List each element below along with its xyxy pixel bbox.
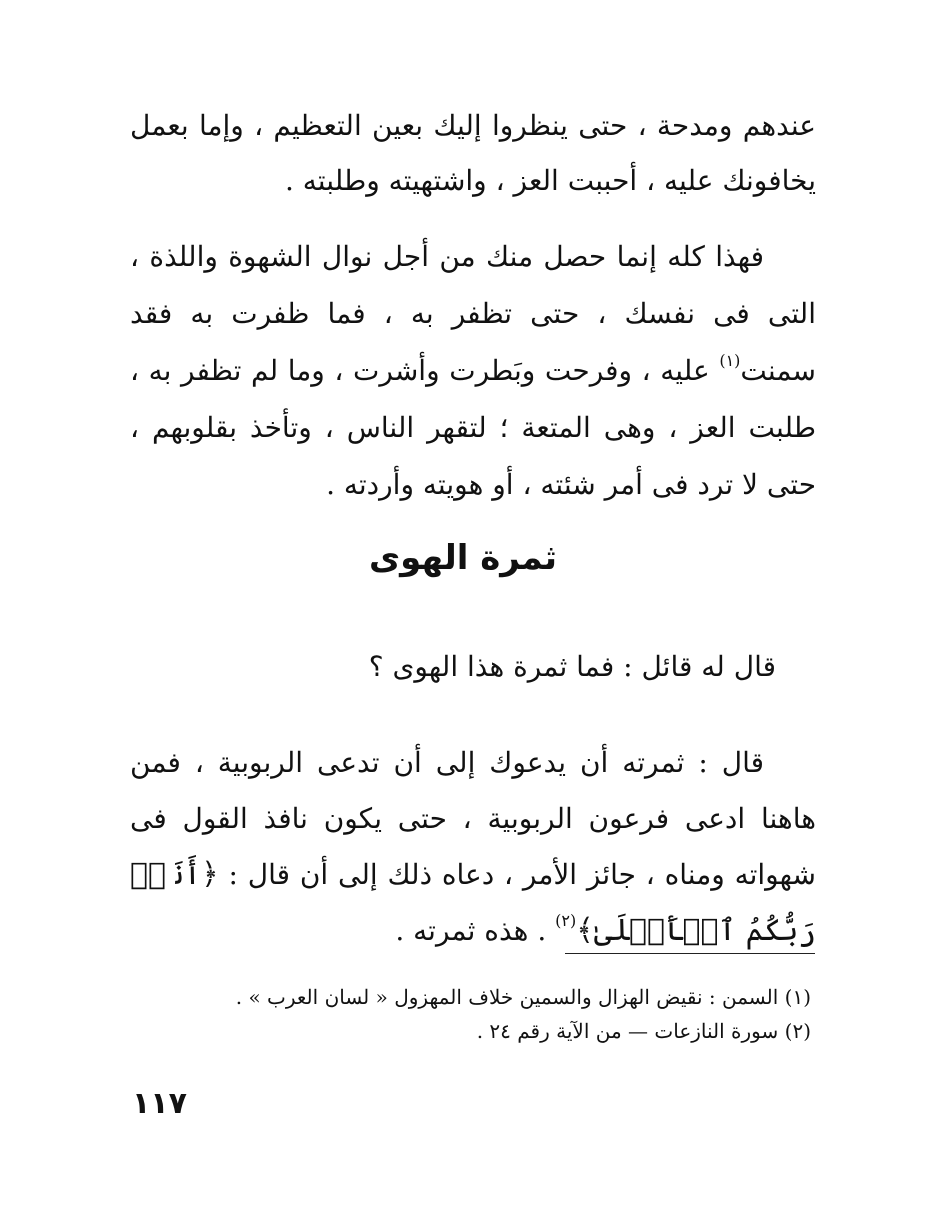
paragraph-text: عندهم ومدحة ، حتى ينظروا إليك بعين التعظيم ، وإما بعمل يخافونك عليه ، أحببت العز ، واشتهيته وطلبته .: [130, 109, 816, 197]
paragraph-continued: [130, 98, 816, 208]
footnote-separator: [565, 953, 815, 954]
footnote-1: (١) السمن : نقيض الهزال والسمين خلاف المهزول « لسان العرب » .: [235, 985, 811, 1009]
paragraph-text: عليه ، وفرحت وبَطرت وأشرت ، وما لم تظفر به ، طلبت العز ، وهى المتعة ؛ لتقهر الناس ، وتأخذ بقلوبهم ، حتى لا ترد فى أمر شئته ، أو هويته وأردته .: [130, 354, 816, 501]
quran-verse: ﴿أَنَا۠ رَبُّكُمُ ٱلۡأَعۡلَىٰ﴾: [130, 857, 816, 948]
footnote-marker-1: (١): [719, 351, 741, 370]
section-heading: ثمرة الهوى: [369, 538, 557, 578]
paragraph-text: قال : ثمرته أن يدعوك إلى أن تدعى الربوبية ، فمن هاهنا ادعى فرعون الربوبية ، حتى يكون نافذ القول فى شهواته ومناه ، جائز الأمر ، دعاه ذلك إلى أن قال :: [130, 746, 816, 891]
question-text: قال له قائل : فما ثمرة هذا الهوى ؟: [368, 650, 776, 683]
paragraph-text: فهذا كله إنما حصل منك من أجل نوال الشهوة واللذة ، التى فى نفسك ، حتى تظفر به ، فما ظفرت به فقد سمنت: [130, 240, 816, 387]
footnote-2: (٢) سورة النازعات — من الآية رقم ٢٤ .: [476, 1019, 811, 1043]
paragraph-desire: [130, 228, 816, 513]
footnotes: [130, 980, 811, 1048]
page-number: ١١٧: [132, 1086, 187, 1121]
footnote-marker-2: (٢): [555, 911, 577, 930]
paragraph-text: . هذه ثمرته .: [395, 914, 556, 947]
paragraph-answer: [130, 735, 816, 959]
question-line: [130, 642, 776, 692]
